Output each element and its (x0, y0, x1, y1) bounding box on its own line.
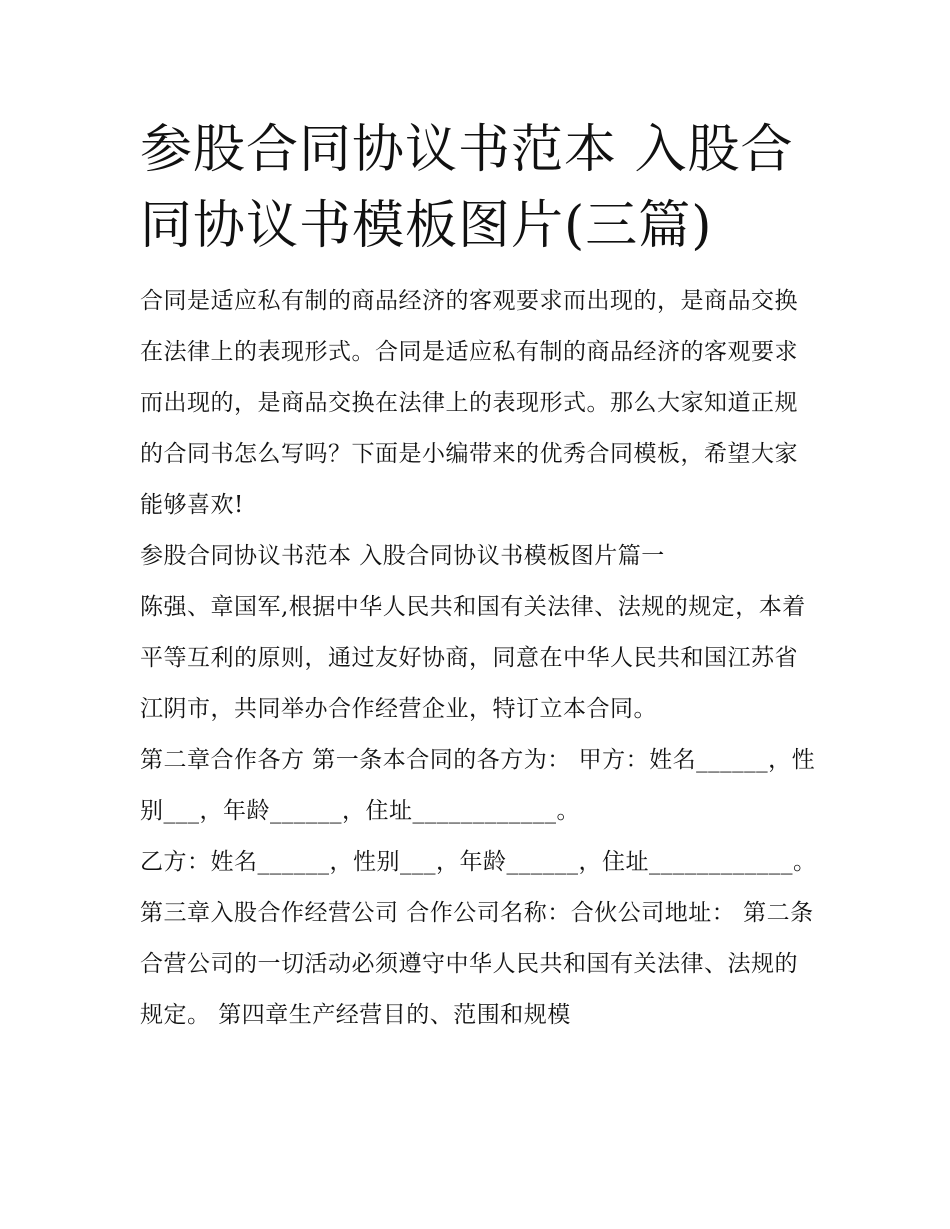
intro-paragraph: 合同是适应私有制的商品经济的客观要求而出现的，是商品交换在法律上的表现形式。合同是适应私有制的商品经济的客观要求而出现的，是商品交换在法律上的表现形式。那么大家知道正规的合同书怎么写吗？下面是小编带来的优秀合同模板，希望大家能够喜欢! (140, 288, 798, 518)
preamble-paragraph: 陈强、章国军,根据中华人民共和国有关法律、法规的规定，本着平等互利的原则，通过友好协商，同意在中华人民共和国江苏省江阴市，共同举办合作经营企业，特订立本合同。 (140, 594, 806, 722)
document-body (140, 276, 820, 1041)
section-heading: 参股合同协议书范本 入股合同协议书模板图片篇一 (140, 543, 665, 569)
document-title: 参股合同协议书范本 入股合同协议书模板图片(三篇) (140, 120, 794, 256)
party-b-paragraph: 乙方：姓名______，性别___，年龄______，住址____________。 第三章入股合作经营公司 合作公司名称：合伙公司地址： 第二条合营公司的一切活动必须遵守中华人民共和国有关法律、法规的规定。 第四章生产经营目的、范围和规模 (140, 849, 817, 1028)
party-a-paragraph: 第二章合作各方 第一条本合同的各方为： 甲方：姓名______，性别___，年龄______，住址____________。 (140, 747, 816, 824)
